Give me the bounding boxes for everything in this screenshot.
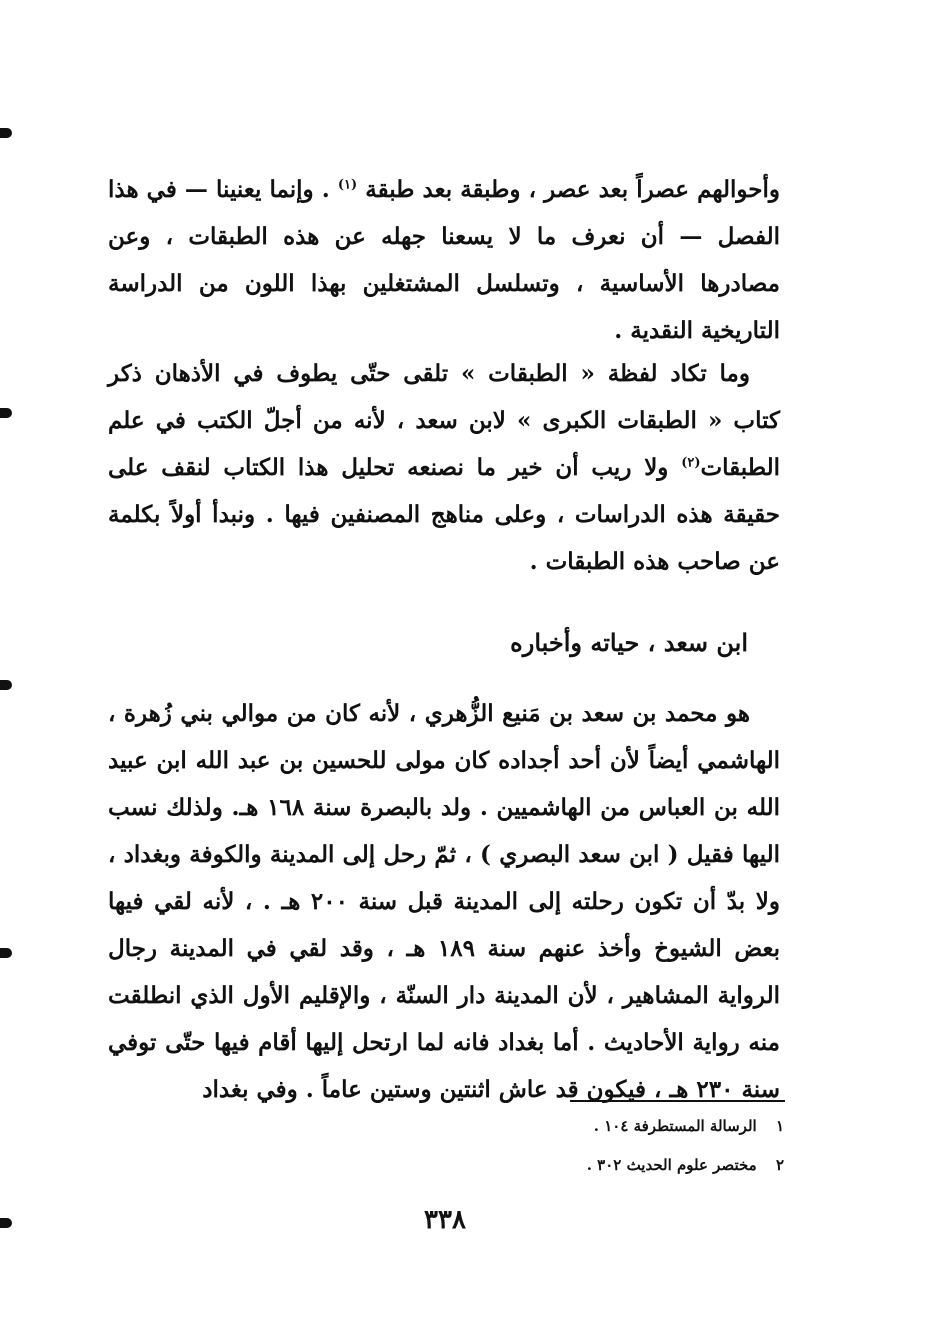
paragraph-2-text-b: ولا ريب أن خير ما نصنعه تحليل هذا الكتاب لنقف على حقيقة هذه الدراسات ، وعلى مناهج المصنفين فيها . ونبدأ أولاً بكلمة عن صاحب هذه الطبقات .: [108, 454, 780, 575]
footnote-text: مختصر علوم الحديث ٣٠٢ .: [586, 1156, 757, 1174]
paragraph-2-text-a: وما تكاد لفظة « الطبقات » تلقى حتّى يطوف في الأذهان ذكر كتاب « الطبقات الكبرى » لابن سعد ، لأنه من أجلّ الكتب في علم الطبقات: [108, 360, 780, 481]
margin-mark: [0, 408, 12, 418]
paragraph-3-text: هو محمد بن سعد بن مَنيع الزُّهري ، لأنه كان من موالي بني زُهرة ، الهاشمي أيضاً لأن أحد أجداده كان مولى للحسين بن عبد الله ابن عبيد الله بن العباس من الهاشميين . ولد بالبصرة سنة ١٦٨ هـ. ولذلك نسب اليها فقيل ( ابن سعد البصري ) ، ثمّ رحل إلى المدينة والكوفة وبغداد ، ولا بدّ أن تكون رحلته إلى المدينة قبل سنة ٢٠٠ هـ . ، لأنه لقي فيها بعض الشيوخ وأخذ عنهم سنة ١٨٩ هـ ، وقد لقي في المدينة رجال الرواية المشاهير ، لأن المدينة دار السنّة ، والإقليم الأول الذي انطلقت منه رواية الأحاديث . أما بغداد فانه لما ارتحل إليها أقام فيها حتّى توفي سنة ٢٣٠ هـ ، فيكون قد عاش اثنتين وستين عاماً . وفي بغداد: [108, 700, 780, 1103]
body-paragraph-1: [108, 166, 780, 354]
footnote-ref-1: (١): [337, 177, 358, 193]
body-paragraph-3: [108, 690, 780, 1113]
section-heading: ابن سعد ، حياته وأخباره: [510, 628, 748, 657]
footnote-1: [594, 1117, 784, 1135]
footnote-ref-2: (٢): [681, 455, 701, 471]
margin-mark: [0, 680, 12, 690]
margin-mark: [0, 948, 12, 958]
footnote-number: ٢: [775, 1156, 784, 1174]
body-paragraph-2: [108, 350, 780, 585]
footnote-text: الرسالة المستطرفة ١٠٤ .: [593, 1117, 757, 1135]
paragraph-1-text-b: . وإنما يعنينا — في هذا الفصل — أن نعرف ما لا يسعنا جهله عن هذه الطبقات ، وعن مصادرها الأساسية ، وتسلسل المشتغلين بهذا اللون من الدراسة التاريخية النقدية .: [108, 176, 780, 344]
paragraph-1-text-a: وأحوالهم عصراً بعد عصر ، وطبقة بعد طبقة: [365, 176, 780, 203]
footnote-divider: [570, 1100, 785, 1102]
page-number: ٣٣٨: [424, 1205, 466, 1235]
margin-mark: [0, 1218, 12, 1228]
margin-mark: [0, 128, 12, 138]
footnote-number: ١: [775, 1117, 784, 1135]
footnote-2: [587, 1156, 784, 1174]
